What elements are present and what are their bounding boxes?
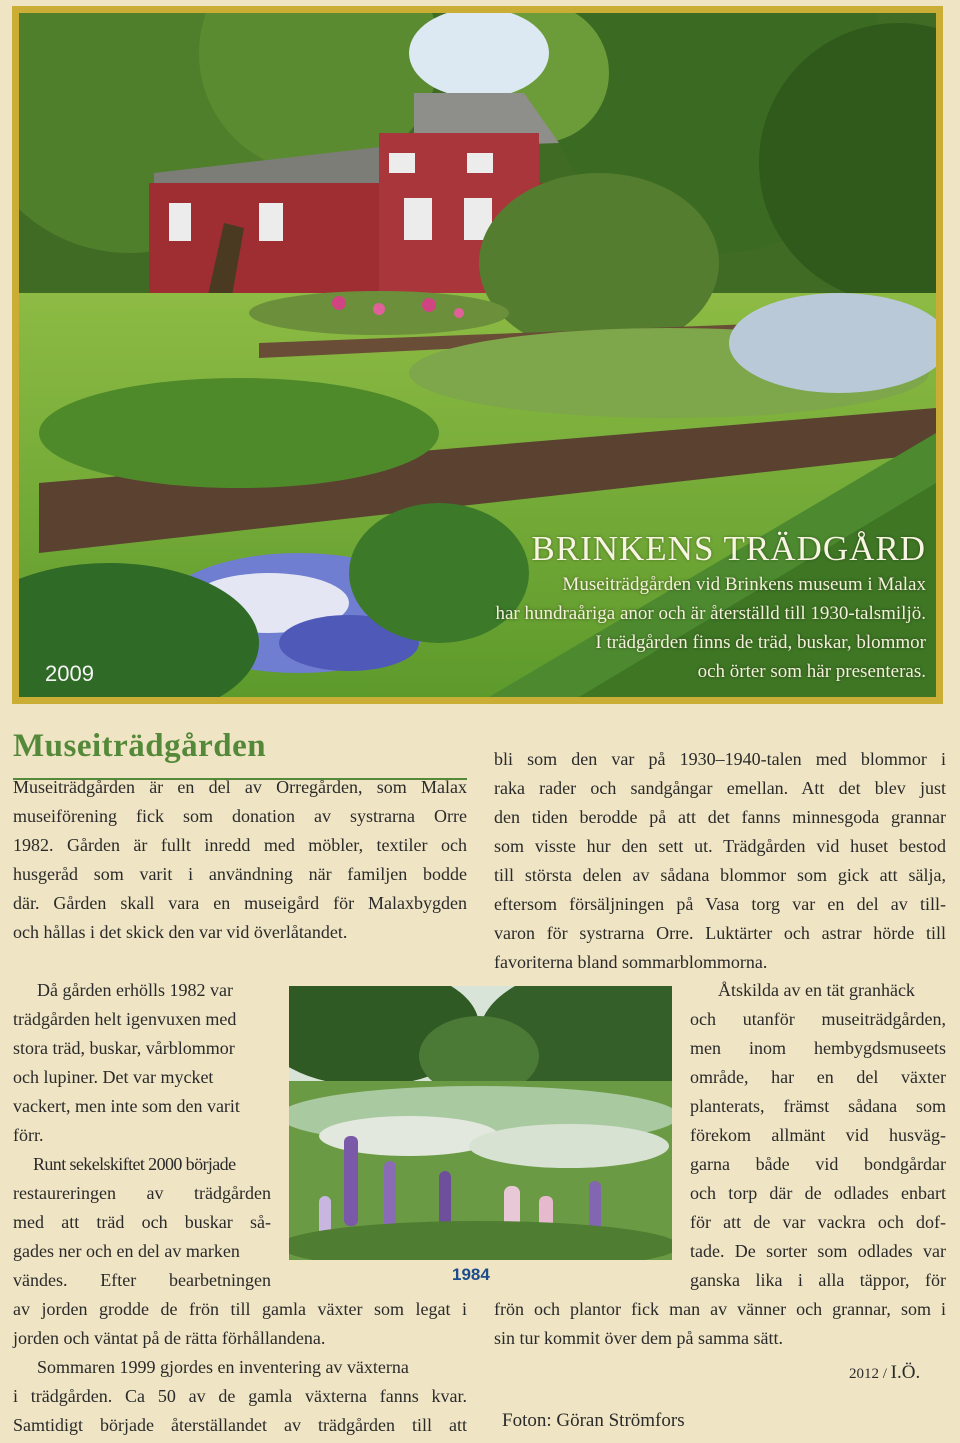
article-heading: Museiträdgården [13,728,267,764]
body-line: område, har en del växter [690,1067,946,1087]
body-line: och hållas i det skick den var vid överlåtandet. [13,922,348,942]
hero-caption-line: Museiträdgården vid Brinkens museum i Malax [562,574,926,595]
body-line: med att träd och buskar så- [13,1212,271,1232]
body-line: favoriterna bland sommarblommorna. [494,952,768,972]
body-line: Sommaren 1999 gjordes en inventering av växterna [37,1357,409,1377]
body-line: Samtidigt började återställandet av trädgården till att [13,1415,467,1435]
body-line: Då gården erhölls 1982 var [37,980,233,1000]
signature-initials: I.Ö. [890,1362,921,1383]
body-line: av jorden grodde de frön till gamla växter som legat i [13,1299,467,1319]
hero-photo [12,6,943,704]
body-line: Museiträdgården är en del av Orregården, som Malax [13,777,467,797]
body-line: jorden och väntat på de rätta förhållandena. [13,1328,326,1348]
body-line: som visste hur den sett ut. Trädgården vid huset bestod [494,836,946,856]
body-line: garna både vid bondgårdar [690,1154,946,1174]
body-line: varon för systrarna Orre. Luktärter och astrar hörde till [494,923,946,943]
body-line: Runt sekelskiftet 2000 började [33,1154,236,1174]
body-line: förr. [13,1125,44,1145]
body-line: gades ner och en del av marken [13,1241,240,1261]
body-line: vändes. Efter bearbetningen [13,1270,271,1290]
body-line: och torp där de odlades enbart [690,1183,946,1203]
lupin-meadow-illustration [289,986,672,1260]
body-line: restaureringen av trädgården [13,1183,271,1203]
hero-caption-line: har hundraåriga anor och är återställd till 1930-talsmiljö. [495,603,926,624]
body-line: trädgården helt igenvuxen med [13,1009,237,1029]
body-line: planterats, främst sådana som [690,1096,946,1116]
body-line: bli som den var på 1930–1940-talen med blommor i [494,749,946,769]
body-line: eftersom försäljningen på Vasa torg var en del av till- [494,894,946,914]
body-line: till största delen av sådana blommor som gick att sälja, [494,865,946,885]
body-line: men inom hembygdsmuseets [690,1038,946,1058]
hero-year-label: 2009 [45,661,94,686]
hero-caption-line: I trädgården finns de träd, buskar, blommor [595,632,926,653]
inset-year-label: 1984 [452,1265,490,1284]
hero-caption [366,570,926,686]
body-line: 1982. Gården är fullt inredd med möbler, textiler och [13,835,467,855]
body-line: den tiden berodde på att det fanns minnesgoda grannar [494,807,946,827]
body-line: Åtskilda av en tät granhäck [718,980,915,1000]
body-line: där. Gården skall vara en museigård för Malaxbygden [13,893,467,913]
body-line: i trädgården. Ca 50 av de gamla växterna fanns kvar. [13,1386,467,1406]
photo-credit: Foton: Göran Strömfors [502,1410,685,1431]
body-line: raka rader och sandgångar emellan. Att det blev just [494,778,946,798]
body-line: stora träd, buskar, vårblommor [13,1038,235,1058]
body-line: och lupiner. Det var mycket [13,1067,214,1087]
body-line: förekom allmänt vid husväg- [690,1125,946,1145]
hero-caption-line: och örter som här presenteras. [697,661,926,682]
hero-title: BRINKENS TRÄDGÅRD [531,529,926,568]
body-line: museiförening fick som donation av systrarna Orre [13,806,467,826]
inset-photo-lupins [289,986,672,1260]
body-line: tade. De sorter som odlades var [690,1241,946,1261]
body-line: husgeråd som varit i användning när familjen bodde [13,864,467,884]
body-line: vackert, men inte som den varit [13,1096,240,1116]
author-signature [849,1362,920,1384]
body-line: och utanför museiträdgården, [690,1009,946,1029]
body-line: frön och plantor fick man av vänner och grannar, som i [494,1299,946,1319]
body-line: ganska lika i alla täppor, för [690,1270,946,1290]
body-line: för att de var vackra och dof- [690,1212,946,1232]
body-line: sin tur kommit över dem på samma sätt. [494,1328,783,1348]
signature-year: 2012 / [849,1366,891,1382]
